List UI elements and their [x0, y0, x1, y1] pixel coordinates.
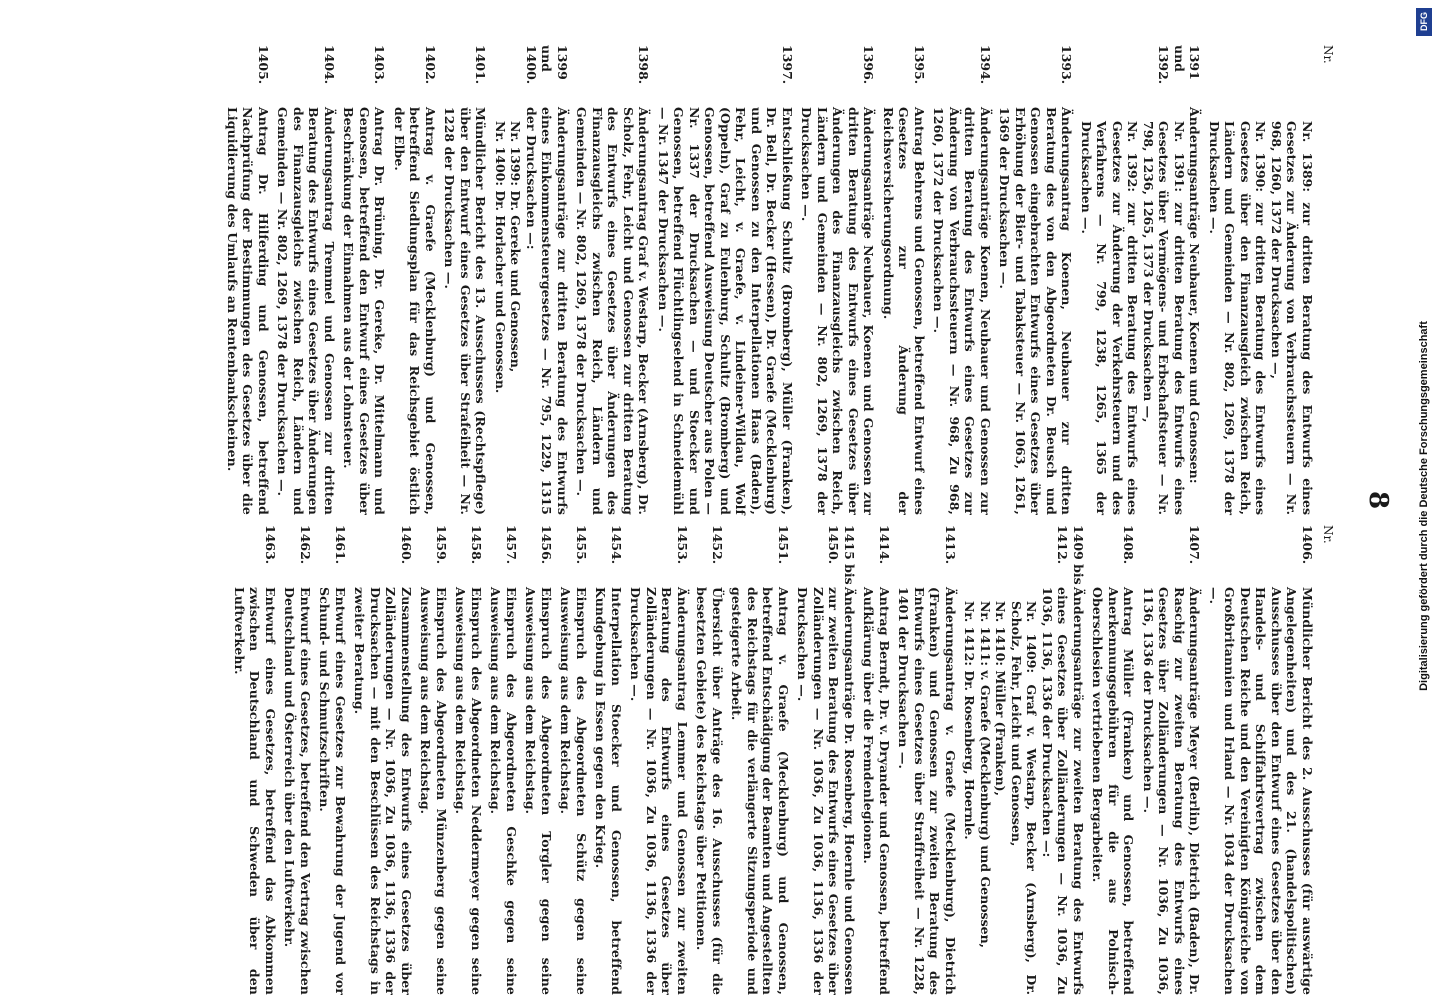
entry-body — [896, 587, 958, 995]
entry-number: 1393. — [1059, 45, 1075, 85]
dfg-logo: DFG — [1416, 8, 1432, 36]
entry-text: Änderungsantrag Tremmel und Genossen zur dritten Beratung des Entwurfs eines Gesetzes über Änderungen des Finanzausgleichs zwischen Reich, Ländern und Gemeinden — Nr. 802, 1269, 1378 der Drucksachen —. — [275, 107, 337, 515]
entry-text: Änderungsanträge Meyer (Berlin), Dietrich (Baden), Dr. Raschig zur zweiten Beratung des Entwurfs eines Gesetzes über Zolländerungen — Nr. 1036, Zu 1036, 1136, 1336 der Drucksachen —. — [1141, 587, 1203, 995]
entry-text: Antrag Dr. Hilferding und Genossen, betreffend Nachprüfung der Bestimmungen des Gesetzes über die Liquidierung des Umlaufs an Rentenbankscheinen. — [225, 107, 271, 515]
entry — [795, 525, 857, 995]
sub-entry: Nr. 1390: zur dritten Beratung des Entwurfs eines Gesetzes über den Finanzausgleich zwischen Reich, Ländern und Gemeinden — Nr. 802, 1269, 1378 der Drucksachen —. — [1207, 121, 1269, 515]
sub-entry: Nr. 1400: Dr. Horlacher und Genossen. — [493, 121, 508, 394]
entry-number: 1459. — [434, 525, 449, 565]
entry-body — [453, 587, 484, 995]
entry — [931, 45, 993, 515]
entry-text: Zusammenstellung des Entwurfs eines Gesetzes über Zolländerungen — Nr. 1036, Zu 1036, 1136, 1336 der Drucksachen — mit den Beschlüssen des Reichstags in zweiter Beratung. — [352, 587, 414, 995]
entry-text: Einspruch des Abgeordneten Geschke gegen seine Ausweisung aus dem Reichstag. — [488, 587, 519, 995]
page-number: 8 — [1363, 490, 1393, 510]
entry-body — [341, 107, 388, 515]
entry-body — [1207, 587, 1316, 995]
entry-body — [799, 107, 877, 515]
entry-text: Änderungsantrag Lemmer und Genossen zur zweiten Beratung des Entwurfs eines Gesetzes über Zolländerungen — Nr. 1036, Zu 1036, 1136, 1336 der Drucksachen —. — [628, 587, 690, 995]
entry — [341, 45, 388, 515]
entry — [656, 45, 796, 515]
entry — [317, 525, 348, 995]
entry-number: 1401. — [473, 45, 489, 85]
entry — [962, 525, 1086, 995]
entry-text: Entwurf eines Gesetzes, betreffend den Vertrag zwischen Deutschland und Österreich über den Luftverkehr. — [282, 587, 313, 995]
entry-body — [493, 107, 571, 515]
entry-number: 1405. — [256, 45, 271, 85]
entry — [628, 525, 690, 995]
entry-text: Änderungsanträge Koenen, Neubauer und Genossen zur dritten Beratung des Entwurfs eines Gesetzes zur Änderung von Verbrauchssteuern — Nr. 968, Zu 968, 1260, 1372 der Drucksachen —. — [931, 107, 993, 515]
entry — [1207, 525, 1316, 995]
entry-body — [523, 587, 554, 995]
entry-number: 1456. — [539, 525, 554, 565]
entry-number: 1395. — [912, 45, 927, 85]
entry-text: Übersicht über Anträge des 16. Ausschusses (für die besetzten Gebiete) des Reichstags über Petitionen. — [694, 587, 725, 995]
entry-text: Änderungsantrag v. Graefe (Mecklenburg), Dietrich (Franken) und Genossen zur zweiten Beratung des Entwurfs eines Gesetzes über Straffreiheit — Nr. 1228, 1401 der Drucksachen —. — [896, 587, 958, 995]
entry-body — [729, 587, 791, 995]
entry — [861, 525, 892, 995]
digitization-stamp — [1414, 0, 1434, 1000]
entry — [493, 45, 571, 515]
entry-number: 1455. — [574, 525, 589, 565]
sub-entry: Nr. 1411: v. Graefe (Mecklenburg) und Genossen, — [978, 601, 993, 949]
entry-number: 1402. — [423, 45, 438, 85]
sub-entry: Nr. 1392: zur dritten Beratung des Entwurfs eines Gesetzes zur Änderung der Verkehrsteuern und des Verfahrens — Nr. 799, 1238, 1265, 1365 der Drucksachen —. — [1079, 121, 1141, 515]
entry-number: 1404. — [322, 45, 337, 85]
entry-body — [317, 587, 348, 995]
entry — [694, 525, 725, 995]
entry-number: 1454. — [609, 525, 624, 565]
entry-body — [1079, 107, 1203, 515]
entry-number: 1462. — [298, 525, 313, 565]
entry-number: 1406. — [1300, 525, 1315, 565]
entry-text: Änderungsanträge Dr. Rosenberg, Hoernle und Genossen zur zweiten Beratung des Entwurfs eines Gesetzes über Zolländerungen — Nr. 1036, Zu 1036, 1136, 1336 der Drucksachen —. — [795, 587, 857, 995]
entry-body — [418, 587, 449, 995]
column-header: Nr. — [1321, 525, 1335, 544]
entry — [881, 45, 928, 515]
entry-text: Änderungsantrag Graf v. Westarp, Becker (Arnsberg), Dr. Scholz, Fehr, Leicht und Genossen zur dritten Beratung des Entwurfs eines Gesetzes über Änderungen des Finanzausgleichs zwischen Reich, Ländern und Gemeinden — Nr. 802, 1269, 1378 der Drucksachen —. — [574, 107, 652, 515]
sub-entry: Nr. 1409: Graf v. Westarp, Becker (Arnsberg), Dr. Scholz, Fehr, Leicht und Genossen, — [1009, 601, 1040, 995]
entry — [896, 525, 958, 995]
entry-number: 1397. — [780, 45, 795, 85]
entry-body — [881, 107, 928, 515]
entry-body — [574, 107, 652, 515]
sub-entry: Nr. 1410: Müller (Franken), — [993, 601, 1009, 796]
entry — [418, 525, 449, 995]
entry-number: 1399 und 1400. — [524, 45, 570, 85]
entry-body — [558, 587, 589, 995]
entry-text: Antrag Berndt, Dr. v. Dryander und Genossen, betreffend Aufklärung über die Fremdenlegionen. — [861, 587, 892, 995]
sub-entry: Nr. 1389: zur dritten Beratung des Entwurfs eines Gesetzes zur Änderung von Verbrauchssteuern — Nr. 968, 1260, 1372 der Drucksachen —, — [1269, 121, 1315, 515]
entry-number: 1453. — [675, 525, 690, 565]
entry-number: 1409 bis 1412. — [1055, 525, 1086, 585]
entry-number: 1415 bis 1450. — [826, 525, 857, 585]
entry-number: 1391 und 1392. — [1156, 45, 1203, 85]
sub-entry: Nr. 1412: Dr. Rosenberg, Hoernle. — [962, 601, 978, 840]
entry — [352, 525, 414, 995]
entry-body — [962, 587, 1086, 995]
entry-text: Antrag Dr. Brüning, Dr. Gereke, Dr. Mittelmann und Genossen, betreffend den Entwurf eines Gesetzes über Beschränkung der Einnahmen aus der Lohnsteuer. — [341, 107, 388, 515]
entry-text: Änderungsanträge zur dritten Beratung des Entwurfs eines Einkommensteuergesetzes — Nr. 795, 1229, 1315 der Drucksachen —: — [524, 107, 570, 515]
entry-body — [931, 107, 993, 515]
entry-body — [795, 587, 857, 995]
entry-number: 1457. — [504, 525, 519, 565]
entry — [488, 525, 519, 995]
entry-text: Antrag v. Graefe (Mecklenburg) und Genossen, betreffend Entschädigung der Beamten und Angestellten des Reichstags für die verlängerte Sitzungsperiode und gesteigerte Arbeit. — [729, 587, 791, 995]
entry — [1079, 45, 1203, 515]
entry-text: Änderungsanträge zur zweiten Beratung des Entwurfs eines Gesetzes über Zolländerungen — Nr. 1036, Zu 1036, 1136, 1336 der Drucksachen —: — [1040, 587, 1086, 995]
entry-body — [275, 107, 337, 515]
entry — [523, 525, 554, 995]
entry — [225, 45, 272, 515]
entry — [997, 45, 1075, 515]
entry-body — [1090, 587, 1137, 995]
entry-body — [392, 107, 439, 515]
entry-body — [694, 587, 725, 995]
entry — [232, 525, 279, 995]
entry-body — [282, 587, 313, 995]
entry-text: Interpellation Stoecker und Genossen, betreffend Kundgebung in Essen gegen den Krieg. — [593, 587, 624, 995]
entry-number: 1408. — [1121, 525, 1137, 565]
entry — [1141, 525, 1203, 995]
entry-text: Mündlicher Bericht des 2. Ausschusses (für auswärtige Angelegenheiten) und des 21. (handelspolitischen) Ausschusses über den Entwurf eines Gesetzes über den Handels- und Schiffahrtsvertrag zwischen dem Deutschen Reiche und den Vereinigten Königreiche von Großbritannien und Irland — Nr. 1034 der Drucksachen —. — [1207, 587, 1315, 995]
entry-number: 1458. — [469, 525, 484, 565]
entry-body — [861, 587, 892, 995]
left-column — [221, 45, 1336, 515]
entry-number: 1398. — [636, 45, 652, 85]
entry-text: Entwurf eines Gesetzes zur Bewahrung der Jugend vor Schund- und Schmutzschriften. — [317, 587, 348, 995]
right-column — [228, 525, 1336, 995]
column-header: Nr. — [1321, 45, 1335, 64]
entry-text: Antrag Behrens und Genossen, betreffend Entwurf eines Gesetzes zur Änderung der Reichsversicherungsordnung. — [881, 107, 927, 515]
stamp-text: Digitalisierung gefördert durch die Deutsche Forschungsgemeinschaft — [1418, 321, 1430, 691]
entry-body — [593, 587, 624, 995]
entry-text: Mündlicher Bericht des 13. Ausschusses (Rechtspflege) über den Entwurf eines Gesetzes über Strafeiheit — Nr. 1228 der Drucksachen —. — [442, 107, 489, 515]
entry — [574, 45, 652, 515]
entry-text: Änderungsantrag Koenen, Neubauer zur dritten Beratung des von den Abgeordneten Dr. Beusch und Genossen eingebrachten Entwurfs eines Gesetzes über Erhöhung der Bier- und Tabaksteuer — Nr. 1063, 1261, 1369 der Drucksachen —. — [997, 107, 1075, 515]
entry — [593, 525, 624, 995]
entry-text: Einspruch des Abgeordneten Schütz gegen seine Ausweisung aus dem Reichstag. — [558, 587, 589, 995]
entry-number: 1461. — [333, 525, 348, 565]
entry-number: 1407. — [1187, 525, 1203, 565]
entry-text: Einspruch des Abgeordneten Münzenberg gegen seine Ausweisung aus dem Reichstag. — [418, 587, 449, 995]
sub-entry: Nr. 1391: zur dritten Beratung des Entwurfs eines Gesetzes über Vermögens- und Erbschaftsteuer — Nr. 798, 1236, 1265, 1373 der Drucksachen —, — [1141, 121, 1187, 515]
entry-body — [1207, 107, 1316, 515]
entry-number: 1460. — [399, 525, 414, 565]
entry-body — [488, 587, 519, 995]
entry — [1207, 45, 1316, 515]
entry-body — [232, 587, 279, 995]
entry-body — [628, 587, 690, 995]
entry — [1090, 525, 1137, 995]
entry-number: 1452. — [710, 525, 725, 565]
entry-number: 1451. — [776, 525, 791, 565]
entry-number: 1413. — [943, 525, 958, 565]
entry-body — [997, 107, 1075, 515]
sub-entry: Nr. 1399: Dr. Gereke und Genossen, — [508, 121, 524, 373]
document-page — [15, 0, 1405, 1000]
entry — [442, 45, 489, 515]
entry — [453, 525, 484, 995]
entry — [275, 45, 337, 515]
entry-body — [1141, 587, 1203, 995]
entry — [729, 525, 791, 995]
entry-body — [225, 107, 272, 515]
entry-text: Einspruch des Abgeordneten Neddermeyer gegen seine Ausweisung aus dem Reichstag. — [453, 587, 484, 995]
entry — [282, 525, 313, 995]
entry — [558, 525, 589, 995]
entry-body — [352, 587, 414, 995]
entry-number: 1414. — [877, 525, 892, 565]
entry-text: Antrag v. Graefe (Mecklenburg) und Genossen, betreffend Siedlungsplan für das Reichsgebiet östlich der Elbe. — [392, 107, 438, 515]
entry-text: Änderungsanträge Neubauer, Koenen und Genossen: — [1187, 107, 1203, 484]
entry-number: 1403. — [372, 45, 388, 85]
entry — [799, 45, 877, 515]
entry-number: 1396. — [861, 45, 877, 85]
entry-number: 1394. — [978, 45, 993, 85]
entry-body — [656, 107, 796, 515]
entry-text: Entwurf eines Gesetzes, betreffend das Abkommen zwischen Deutschland und Schweden über den Luftverkehr. — [232, 587, 278, 995]
entry-number: 1463. — [263, 525, 278, 565]
entry-text: Antrag Müller (Franken) und Genossen, betreffend Anerkennungsgebühren für die aus Polnisch-Oberschlesien vertriebenen Bergarbeiter. — [1090, 587, 1137, 995]
entry-text: Entschließung Schultz (Bromberg), Müller (Franken), Dr. Bell, Dr. Becker (Hessen), Dr. Graefe (Mecklenburg) und Genossen zu den Interpellationen Haas (Baden), Fehr, Leicht, v. Graefe, v. Lindeiner-Wildau, Wolf (Oppeln), Graf zu Eulenburg, Schultz (Bromberg) und Genossen, betreffend Ausweisung Deutscher aus Polen — Nr. 1337 der Drucksachen — und Stoecker und Genossen, betreffend Flüchtlingselend in Schneidemühl — Nr. 1347 der Drucksachen —. — [656, 107, 795, 515]
entry — [392, 45, 439, 515]
entry-text: Änderungsanträge Neubauer, Koenen und Genossen zur dritten Beratung des Entwurfs eines Gesetzes über Änderungen des Finanzausgleichs zwischen Reich, Ländern und Gemeinden — Nr. 802, 1269, 1378 der Drucksachen —. — [799, 107, 877, 515]
entry-body — [442, 107, 489, 515]
entry-text: Einspruch des Abgeordneten Torgler gegen seine Ausweisung aus dem Reichstag. — [523, 587, 554, 995]
